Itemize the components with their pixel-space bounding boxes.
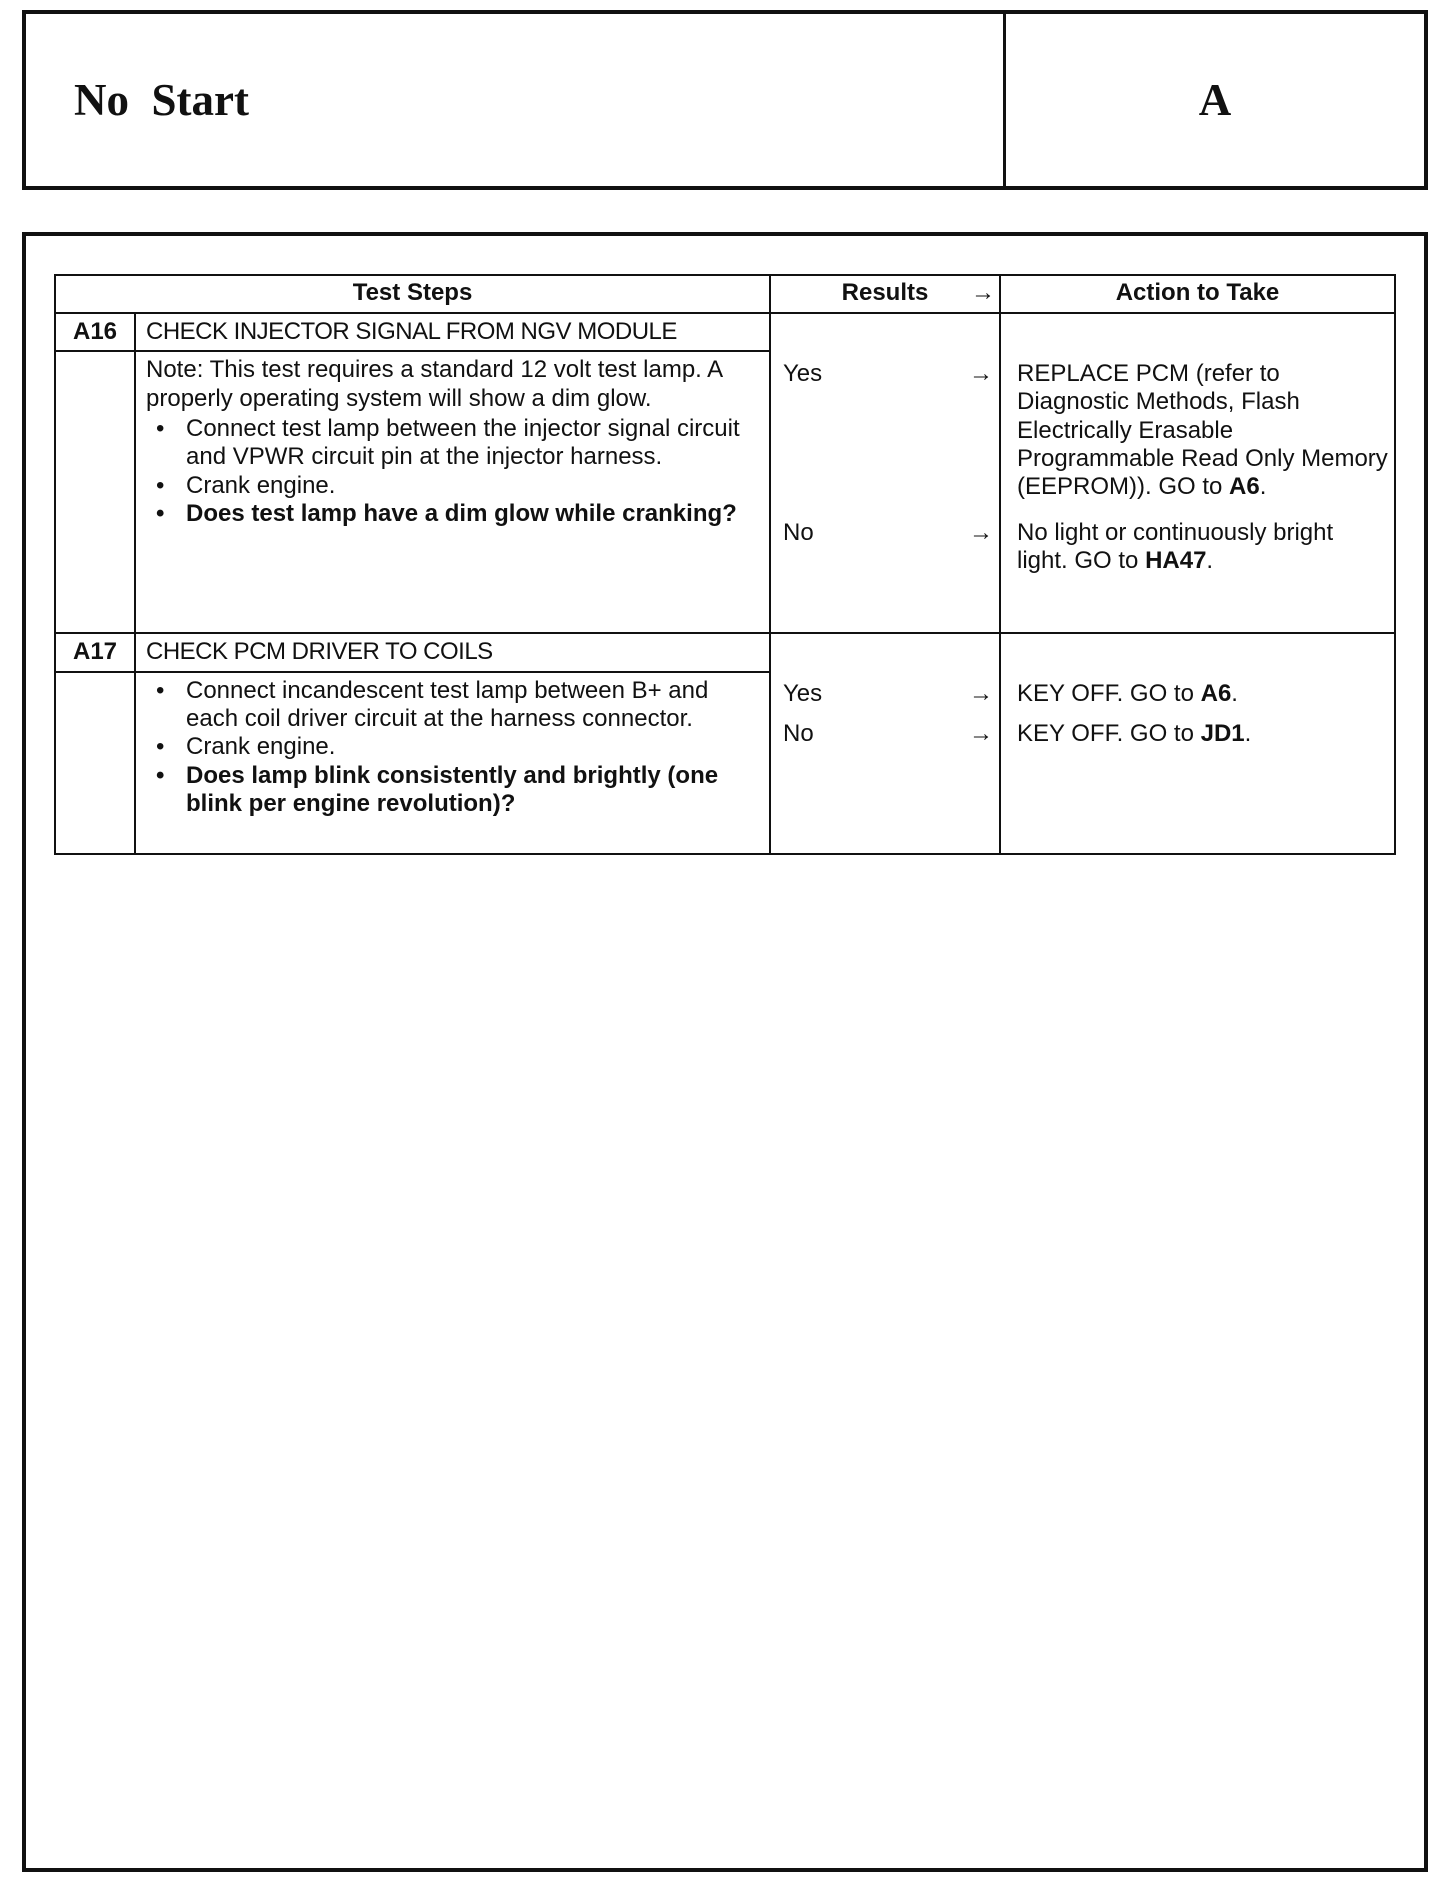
action-end: . bbox=[1231, 680, 1238, 708]
action-yes bbox=[1017, 680, 1390, 708]
results-cell bbox=[770, 633, 1000, 853]
action-cell bbox=[1000, 633, 1395, 853]
step-id: A16 bbox=[55, 313, 135, 351]
step-bullets bbox=[146, 677, 759, 819]
action-cell bbox=[1000, 313, 1395, 633]
column-header-action: Action to Take bbox=[1000, 275, 1395, 313]
results-label: Results bbox=[841, 279, 929, 306]
step-question: • Does test lamp have a dim glow while cranking? bbox=[146, 500, 759, 528]
step-id: A17 bbox=[55, 633, 135, 671]
page-title: No Start bbox=[26, 14, 1006, 186]
step-body bbox=[135, 672, 770, 854]
step-id-blank bbox=[55, 672, 135, 854]
action-text: KEY OFF. GO to bbox=[1017, 680, 1201, 708]
list-item: • Crank engine. bbox=[146, 472, 759, 500]
step-bullets bbox=[146, 415, 759, 528]
action-no bbox=[1017, 720, 1390, 748]
action-target: HA47 bbox=[1145, 547, 1207, 575]
action-text: KEY OFF. GO to bbox=[1017, 720, 1201, 748]
column-header-test-steps: Test Steps bbox=[55, 275, 770, 313]
arrow-icon: → bbox=[969, 720, 993, 748]
result-label: No bbox=[783, 720, 814, 748]
action-end: . bbox=[1259, 473, 1267, 501]
step-note: Note: This test requires a standard 12 volt test lamp. A properly operating system will show a dim glow. bbox=[146, 356, 722, 412]
result-yes bbox=[783, 360, 995, 388]
arrow-icon: → bbox=[969, 680, 993, 708]
section-letter: A bbox=[1198, 75, 1232, 125]
list-item: • Connect incandescent test lamp between B+ and each coil driver circuit at the harness connector. bbox=[146, 677, 759, 734]
step-title: CHECK PCM DRIVER TO COILS bbox=[135, 633, 770, 671]
list-item: • Connect test lamp between the injector signal circuit and VPWR circuit pin at the injector harness. bbox=[146, 415, 759, 472]
action-no bbox=[1017, 519, 1390, 576]
result-no bbox=[783, 519, 995, 547]
result-label: No bbox=[783, 519, 814, 546]
action-text: No light or continuously bright light. GO to bbox=[1017, 519, 1334, 575]
action-target: JD1 bbox=[1200, 720, 1245, 748]
step-title: CHECK INJECTOR SIGNAL FROM NGV MODULE bbox=[135, 313, 770, 351]
result-label: Yes bbox=[783, 680, 823, 708]
list-item: • Crank engine. bbox=[146, 733, 759, 761]
action-yes bbox=[1017, 360, 1390, 502]
result-no bbox=[783, 720, 995, 748]
step-title-row bbox=[55, 633, 1395, 671]
action-end: . bbox=[1244, 720, 1252, 748]
arrow-icon: → bbox=[969, 519, 993, 546]
table-header-row bbox=[55, 275, 1395, 313]
page-header bbox=[22, 10, 1428, 190]
step-question: • Does lamp blink consistently and brightly (one blink per engine revolution)? bbox=[146, 762, 759, 819]
content-frame bbox=[22, 232, 1428, 1872]
arrow-icon: → bbox=[969, 360, 993, 387]
step-title-row bbox=[55, 313, 1395, 351]
action-end: . bbox=[1206, 547, 1214, 575]
result-yes bbox=[783, 680, 995, 708]
results-cell bbox=[770, 313, 1000, 633]
arrow-icon: → bbox=[971, 279, 995, 306]
step-body bbox=[135, 351, 770, 633]
column-header-results bbox=[770, 275, 1000, 313]
action-text: REPLACE PCM (refer to Diagnostic Methods, Flash Electrically Erasable Programmable Read Only Memory (EEPROM)). GO to bbox=[1017, 360, 1388, 501]
test-steps-table bbox=[54, 274, 1396, 855]
step-id-blank bbox=[55, 351, 135, 633]
result-label: Yes bbox=[783, 360, 823, 387]
action-target: A6 bbox=[1200, 680, 1232, 708]
action-target: A6 bbox=[1229, 473, 1260, 501]
